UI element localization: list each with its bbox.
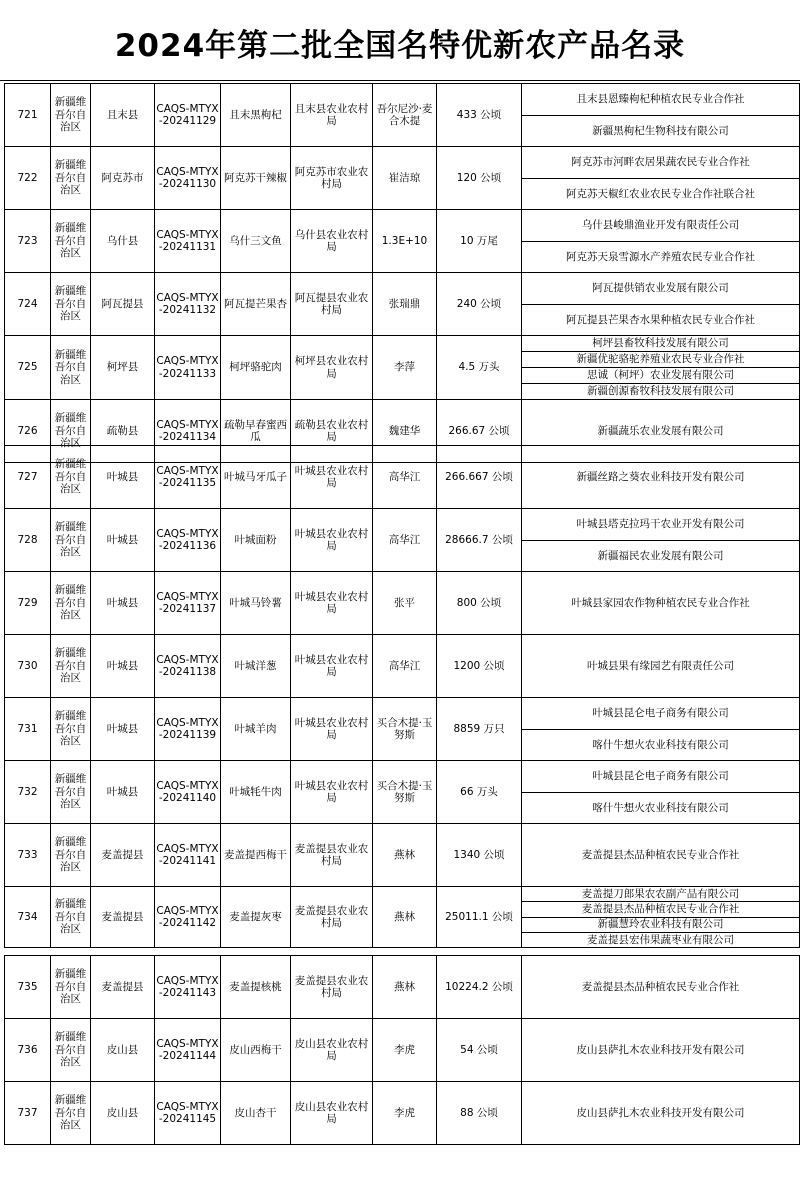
province-cell: 新疆维吾尔自治区 [51, 761, 91, 824]
row-number: 724 [5, 273, 51, 336]
enterprise-name: 叶城县家园农作物种植农民专业合作社 [571, 596, 750, 609]
contact-person-cell: 张平 [373, 572, 437, 635]
enterprise-cell [522, 84, 800, 147]
catalog-table-segment [4, 83, 800, 463]
product-name-cell: 叶城羊肉 [221, 698, 291, 761]
enterprise-name: 乌什县峻鼎渔业开发有限责任公司 [522, 210, 799, 242]
county-cell: 叶城县 [91, 446, 155, 509]
agency-cell: 叶城县农业农村局 [291, 572, 373, 635]
agency-cell: 麦盖提县农业农村局 [291, 824, 373, 887]
agency-cell: 叶城县农业农村局 [291, 509, 373, 572]
enterprise-name: 阿克苏市河畔农居果蔬农民专业合作社 [522, 147, 799, 179]
enterprise-name: 喀什牛想火农业科技有限公司 [592, 738, 729, 751]
province-cell: 新疆维吾尔自治区 [51, 509, 91, 572]
enterprise-name: 麦盖提县杰品种植农民专业合作社 [581, 848, 740, 861]
table-row [5, 698, 800, 761]
enterprise-cell [522, 572, 800, 635]
table-row [5, 1019, 800, 1082]
table-row [5, 273, 800, 336]
agency-cell: 阿瓦提县农业农村局 [291, 273, 373, 336]
scale-cell: 120 公顷 [437, 147, 522, 210]
county-cell: 叶城县 [91, 635, 155, 698]
table-row [5, 824, 800, 887]
title-rule [0, 80, 800, 81]
row-number: 733 [5, 824, 51, 887]
enterprise-name: 新疆蔬乐农业发展有限公司 [597, 424, 724, 437]
row-number: 725 [5, 336, 51, 400]
scale-cell: 25011.1 公顷 [437, 887, 522, 948]
county-cell: 麦盖提县 [91, 956, 155, 1019]
enterprise-name: 思诚（柯坪）农业发展有限公司 [522, 368, 799, 384]
province-cell: 新疆维吾尔自治区 [51, 887, 91, 948]
product-name-cell: 麦盖提西梅干 [221, 824, 291, 887]
scale-cell: 4.5 万头 [437, 336, 522, 400]
county-cell: 皮山县 [91, 1019, 155, 1082]
product-name-cell: 皮山杏干 [221, 1082, 291, 1145]
enterprise-name: 阿克苏天椒红农业农民专业合作社联合社 [566, 187, 755, 200]
contact-person-cell: 吾尔尼沙·麦合木提 [373, 84, 437, 147]
certificate-code-cell: CAQS-MTYX-20241143 [155, 956, 221, 1019]
province-cell: 新疆维吾尔自治区 [51, 84, 91, 147]
enterprise-name: 麦盖提县宏伟果蔬枣业有限公司 [587, 933, 734, 946]
contact-person-cell: 高华江 [373, 635, 437, 698]
catalog-table-segment [4, 445, 800, 948]
enterprise-name: 且末县恩臻枸杞种植农民专业合作社 [522, 84, 799, 116]
product-name-cell: 且末黑枸杞 [221, 84, 291, 147]
enterprise-cell [522, 761, 800, 824]
table-row [5, 761, 800, 824]
certificate-code-cell: CAQS-MTYX-20241141 [155, 824, 221, 887]
county-cell: 阿瓦提县 [91, 273, 155, 336]
certificate-code-cell: CAQS-MTYX-20241130 [155, 147, 221, 210]
certificate-code-cell: CAQS-MTYX-20241132 [155, 273, 221, 336]
scale-cell: 66 万头 [437, 761, 522, 824]
province-cell: 新疆维吾尔自治区 [51, 1019, 91, 1082]
row-number: 723 [5, 210, 51, 273]
province-cell: 新疆维吾尔自治区 [51, 1082, 91, 1145]
certificate-code-cell: CAQS-MTYX-20241131 [155, 210, 221, 273]
certificate-code-cell: CAQS-MTYX-20241139 [155, 698, 221, 761]
row-number: 737 [5, 1082, 51, 1145]
agency-cell: 叶城县农业农村局 [291, 635, 373, 698]
row-number: 730 [5, 635, 51, 698]
scale-cell: 266.667 公顷 [437, 446, 522, 509]
agency-cell: 乌什县农业农村局 [291, 210, 373, 273]
contact-person-cell: 李虎 [373, 1082, 437, 1145]
enterprise-cell [522, 273, 800, 336]
contact-person-cell: 张瑞鼎 [373, 273, 437, 336]
contact-person-cell: 燕林 [373, 824, 437, 887]
scale-cell: 1200 公顷 [437, 635, 522, 698]
certificate-code-cell: CAQS-MTYX-20241137 [155, 572, 221, 635]
enterprise-cell [522, 446, 800, 509]
scale-cell: 240 公顷 [437, 273, 522, 336]
certificate-code-cell: CAQS-MTYX-20241134 [155, 400, 221, 463]
enterprise-name: 叶城县昆仑电子商务有限公司 [522, 761, 799, 793]
scale-cell: 28666.7 公顷 [437, 509, 522, 572]
province-cell: 新疆维吾尔自治区 [51, 572, 91, 635]
agency-cell: 皮山县农业农村局 [291, 1019, 373, 1082]
enterprise-name: 阿瓦提县芒果杏水果种植农民专业合作社 [566, 313, 755, 326]
enterprise-cell [522, 1019, 800, 1082]
row-number: 721 [5, 84, 51, 147]
certificate-code-cell: CAQS-MTYX-20241136 [155, 509, 221, 572]
county-cell: 乌什县 [91, 210, 155, 273]
row-number: 735 [5, 956, 51, 1019]
agency-cell: 且末县农业农村局 [291, 84, 373, 147]
enterprise-name: 麦盖提县杰品种植农民专业合作社 [581, 980, 740, 993]
product-name-cell: 麦盖提灰枣 [221, 887, 291, 948]
scale-cell: 10 万尾 [437, 210, 522, 273]
table-row [5, 210, 800, 273]
table-row [5, 336, 800, 400]
enterprise-cell [522, 824, 800, 887]
province-cell: 新疆维吾尔自治区 [51, 956, 91, 1019]
table-row [5, 147, 800, 210]
enterprise-cell [522, 887, 800, 948]
product-name-cell: 叶城洋葱 [221, 635, 291, 698]
enterprise-cell [522, 509, 800, 572]
agency-cell: 麦盖提县农业农村局 [291, 887, 373, 948]
table-row [5, 446, 800, 509]
product-name-cell: 柯坪骆驼肉 [221, 336, 291, 400]
contact-person-cell: 燕林 [373, 887, 437, 948]
enterprise-name: 皮山县萨扎木农业科技开发有限公司 [576, 1106, 745, 1119]
province-cell: 新疆维吾尔自治区 [51, 698, 91, 761]
county-cell: 皮山县 [91, 1082, 155, 1145]
contact-person-cell: 李萍 [373, 336, 437, 400]
table-row [5, 887, 800, 948]
catalog-table-segment [4, 955, 800, 1145]
certificate-code-cell: CAQS-MTYX-20241142 [155, 887, 221, 948]
certificate-code-cell: CAQS-MTYX-20241135 [155, 446, 221, 509]
province-cell: 新疆维吾尔自治区 [51, 824, 91, 887]
province-cell: 新疆维吾尔自治区 [51, 336, 91, 400]
scale-cell: 8859 万只 [437, 698, 522, 761]
product-name-cell: 叶城马铃薯 [221, 572, 291, 635]
contact-person-cell: 高华江 [373, 446, 437, 509]
enterprise-name: 阿克苏天泉雪源水产养殖农民专业合作社 [566, 250, 755, 263]
table-row [5, 1082, 800, 1145]
enterprise-name: 叶城县昆仑电子商务有限公司 [522, 698, 799, 730]
table-row [5, 572, 800, 635]
county-cell: 麦盖提县 [91, 887, 155, 948]
scale-cell: 1340 公顷 [437, 824, 522, 887]
county-cell: 叶城县 [91, 509, 155, 572]
province-cell: 新疆维吾尔自治区 [51, 400, 91, 463]
province-cell: 新疆维吾尔自治区 [51, 210, 91, 273]
enterprise-name: 阿瓦提供销农业发展有限公司 [522, 273, 799, 305]
enterprise-name: 新疆慧玲农业科技有限公司 [522, 918, 799, 933]
product-name-cell: 叶城面粉 [221, 509, 291, 572]
enterprise-name: 麦盖提县杰品种植农民专业合作社 [522, 902, 799, 917]
enterprise-cell [522, 336, 800, 400]
enterprise-name: 新疆优驼骆驼养殖业农民专业合作社 [522, 352, 799, 368]
contact-person-cell: 买合木提·玉努斯 [373, 698, 437, 761]
enterprise-cell [522, 956, 800, 1019]
agency-cell: 阿克苏市农业农村局 [291, 147, 373, 210]
table-row [5, 635, 800, 698]
table-row [5, 509, 800, 572]
province-cell: 新疆维吾尔自治区 [51, 446, 91, 509]
enterprise-name: 喀什牛想火农业科技有限公司 [592, 801, 729, 814]
enterprise-name: 柯坪县畜牧科技发展有限公司 [522, 336, 799, 352]
county-cell: 叶城县 [91, 572, 155, 635]
scale-cell: 88 公顷 [437, 1082, 522, 1145]
agency-cell: 叶城县农业农村局 [291, 446, 373, 509]
enterprise-name: 叶城县塔克拉玛干农业开发有限公司 [522, 509, 799, 541]
certificate-code-cell: CAQS-MTYX-20241129 [155, 84, 221, 147]
county-cell: 且末县 [91, 84, 155, 147]
product-name-cell: 叶城牦牛肉 [221, 761, 291, 824]
product-name-cell: 阿瓦提芒果杏 [221, 273, 291, 336]
product-name-cell: 皮山西梅干 [221, 1019, 291, 1082]
enterprise-cell [522, 210, 800, 273]
province-cell: 新疆维吾尔自治区 [51, 147, 91, 210]
contact-person-cell: 高华江 [373, 509, 437, 572]
enterprise-name: 新疆黑枸杞生物科技有限公司 [592, 124, 729, 137]
county-cell: 柯坪县 [91, 336, 155, 400]
province-cell: 新疆维吾尔自治区 [51, 273, 91, 336]
row-number: 727 [5, 446, 51, 509]
agency-cell: 疏勒县农业农村局 [291, 400, 373, 463]
table-row [5, 956, 800, 1019]
row-number: 731 [5, 698, 51, 761]
contact-person-cell: 燕林 [373, 956, 437, 1019]
enterprise-name: 新疆丝路之葵农业科技开发有限公司 [576, 470, 745, 483]
certificate-code-cell: CAQS-MTYX-20241144 [155, 1019, 221, 1082]
product-name-cell: 乌什三文鱼 [221, 210, 291, 273]
enterprise-name: 麦盖提刀郎果农农副产品有限公司 [522, 887, 799, 902]
product-name-cell: 阿克苏干辣椒 [221, 147, 291, 210]
row-number: 729 [5, 572, 51, 635]
agency-cell: 柯坪县农业农村局 [291, 336, 373, 400]
county-cell: 阿克苏市 [91, 147, 155, 210]
county-cell: 叶城县 [91, 761, 155, 824]
scale-cell: 800 公顷 [437, 572, 522, 635]
row-number: 722 [5, 147, 51, 210]
row-number: 726 [5, 400, 51, 463]
certificate-code-cell: CAQS-MTYX-20241145 [155, 1082, 221, 1145]
county-cell: 麦盖提县 [91, 824, 155, 887]
table-row [5, 84, 800, 147]
province-cell: 新疆维吾尔自治区 [51, 635, 91, 698]
scale-cell: 266.67 公顷 [437, 400, 522, 463]
row-number: 728 [5, 509, 51, 572]
row-number: 734 [5, 887, 51, 948]
enterprise-name: 皮山县萨扎木农业科技开发有限公司 [576, 1043, 745, 1056]
scale-cell: 433 公顷 [437, 84, 522, 147]
row-number: 732 [5, 761, 51, 824]
county-cell: 叶城县 [91, 698, 155, 761]
certificate-code-cell: CAQS-MTYX-20241133 [155, 336, 221, 400]
agency-cell: 麦盖提县农业农村局 [291, 956, 373, 1019]
certificate-code-cell: CAQS-MTYX-20241138 [155, 635, 221, 698]
agency-cell: 皮山县农业农村局 [291, 1082, 373, 1145]
agency-cell: 叶城县农业农村局 [291, 698, 373, 761]
enterprise-name: 新疆创源畜牧科技发展有限公司 [587, 385, 734, 398]
enterprise-name: 叶城县果有缘园艺有限责任公司 [587, 659, 734, 672]
product-name-cell: 疏勒早春蜜西瓜 [221, 400, 291, 463]
enterprise-cell [522, 635, 800, 698]
contact-person-cell: 崔洁琼 [373, 147, 437, 210]
scale-cell: 10224.2 公顷 [437, 956, 522, 1019]
contact-person-cell: 魏建华 [373, 400, 437, 463]
enterprise-cell [522, 698, 800, 761]
row-number: 736 [5, 1019, 51, 1082]
contact-person-cell: 李虎 [373, 1019, 437, 1082]
certificate-code-cell: CAQS-MTYX-20241140 [155, 761, 221, 824]
county-cell: 疏勒县 [91, 400, 155, 463]
enterprise-name: 新疆福民农业发展有限公司 [597, 549, 724, 562]
contact-person-cell: 1.3E+10 [373, 210, 437, 273]
contact-person-cell: 买合木提·玉努斯 [373, 761, 437, 824]
scale-cell: 54 公顷 [437, 1019, 522, 1082]
product-name-cell: 麦盖提核桃 [221, 956, 291, 1019]
enterprise-cell [522, 1082, 800, 1145]
agency-cell: 叶城县农业农村局 [291, 761, 373, 824]
page-title: 2024年第二批全国名特优新农产品名录 [114, 28, 686, 64]
enterprise-cell [522, 147, 800, 210]
product-name-cell: 叶城马牙瓜子 [221, 446, 291, 509]
